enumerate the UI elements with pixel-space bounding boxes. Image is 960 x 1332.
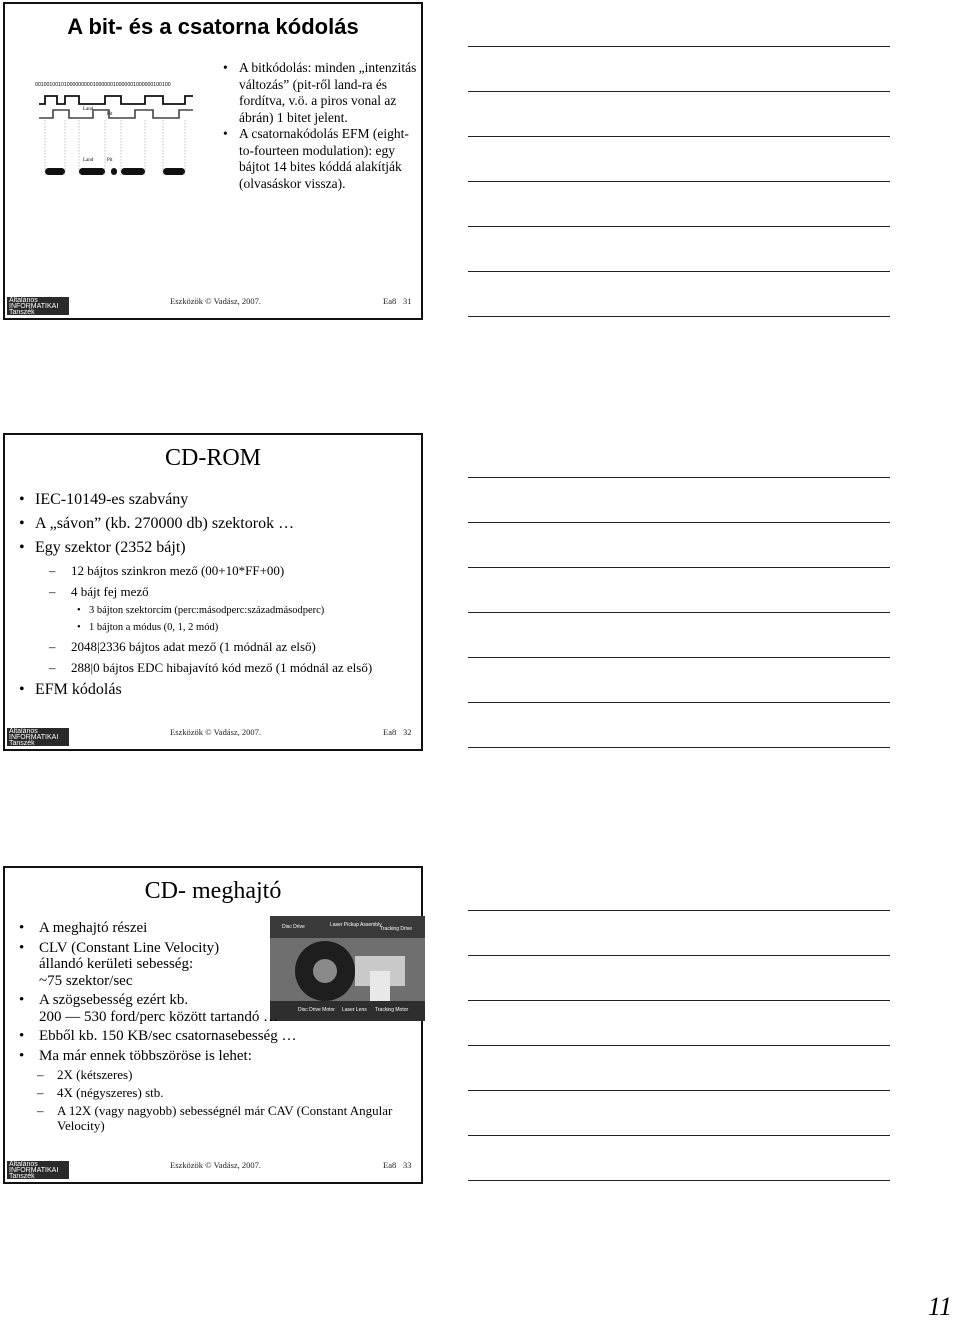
label-disc-motor: Disc Drive Motor <box>298 1007 335 1013</box>
slide-content <box>19 920 419 1136</box>
slide-title: CD- meghajtó <box>144 878 282 904</box>
guide-lines <box>45 120 185 175</box>
bullet-list <box>223 60 419 192</box>
slide-footer <box>5 1160 421 1174</box>
label-tracking-motor: Tracking Motor <box>375 1007 409 1013</box>
footer-credit: Eszközök © Vadász, 2007. <box>170 727 262 737</box>
label-pit-2: Pit <box>107 158 113 163</box>
sub-sync-field: – 12 bájtos szinkron mező (00+10*FF+00) <box>49 563 419 578</box>
pit-land-diagram <box>35 80 195 190</box>
notes-lines-3 <box>468 910 890 1181</box>
pit-track <box>39 110 193 118</box>
bullet-channel-speed: • Ebből kb. 150 KB/sec csatornasebesség … <box>19 1028 419 1045</box>
slide-footer <box>5 296 421 310</box>
bitstring-label: 00100100101000000000100000010000001000000100100 <box>35 82 171 88</box>
sub-header-field: – 4 bájt fej mező <box>49 584 419 599</box>
footer-page: 31 <box>403 296 412 306</box>
department-logo: Általános INFORMATIKAI Tanszék <box>7 728 69 746</box>
bullet-standard: • IEC-10149-es szabvány <box>19 491 419 509</box>
bullet-sector-size: • Egy szektor (2352 bájt) <box>19 539 419 557</box>
bullet-angular-speed: • A szögsebesség ezért kb. 200 — 530 ford/perc között tartandó … <box>19 992 419 1025</box>
slide-title: CD-ROM <box>164 445 261 471</box>
footer-lecture: Ea8 <box>383 1160 397 1170</box>
sub-4x: – 4X (négyszeres) stb. <box>37 1085 419 1100</box>
footer-lecture: Ea8 <box>383 296 397 306</box>
bullet-clv: • CLV (Constant Line Velocity) állandó kerületi sebesség: ~75 szektor/sec <box>19 940 419 990</box>
sub-12x: – A 12X (vagy nagyobb) sebességnél már CAV (Constant Angular Velocity) <box>37 1103 419 1133</box>
bullet-efm: • EFM kódolás <box>19 681 419 699</box>
notes-lines-2 <box>468 477 890 748</box>
footer-credit: Eszközök © Vadász, 2007. <box>170 1160 262 1170</box>
label-pit-1: Pit <box>107 112 113 117</box>
footer-page: 32 <box>403 727 412 737</box>
label-land-1: Land <box>83 107 94 112</box>
label-laser-pickup: Laser Pickup Assembly <box>330 922 382 928</box>
subsub-mode: • 1 bájton a módus (0, 1, 2 mód) <box>77 622 419 634</box>
bullet-list <box>19 491 419 557</box>
slide-31 <box>3 2 423 320</box>
slide-footer <box>5 727 421 741</box>
label-land-2: Land <box>83 158 94 163</box>
pit-marks <box>45 168 185 175</box>
department-logo: Általános INFORMATIKAI Tanszék <box>7 297 69 315</box>
slide-title: A bit- és a csatorna kódolás <box>67 14 359 39</box>
footer-lecture: Ea8 <box>383 727 397 737</box>
department-logo: Általános INFORMATIKAI Tanszék <box>7 1161 69 1179</box>
footer-page: 33 <box>403 1160 412 1170</box>
page-number: 11 <box>927 1292 952 1321</box>
label-tracking-drive: Tracking Drive <box>380 926 413 932</box>
bullet-channelcoding: • A csatornakódolás EFM (eight-to-fourteen modulation): egy bájtot 14 bites kóddá alakítják (olvasáskor vissza). <box>223 126 419 192</box>
sub-2x: – 2X (kétszeres) <box>37 1067 419 1082</box>
slide-content <box>19 491 419 705</box>
label-laser-lens: Laser Lens <box>342 1007 367 1013</box>
notes-lines-1 <box>468 46 890 317</box>
bullet-multiples: • Ma már ennek többszöröse is lehet: <box>19 1048 419 1065</box>
bullet-list-2 <box>19 681 419 699</box>
bullet-sectors: • A „sávon” (kb. 270000 db) szektorok … <box>19 515 419 533</box>
sub-edc-field: – 288|0 bájtos EDC hibajavító kód mező (1 módnál az első) <box>49 660 419 675</box>
footer-credit: Eszközök © Vadász, 2007. <box>170 296 262 306</box>
bullet-parts: • A meghajtó részei <box>19 920 419 937</box>
sub-data-field: – 2048|2336 bájtos adat mező (1 módnál az első) <box>49 639 419 654</box>
slide-32 <box>3 433 423 751</box>
label-disc-drive: Disc Drive <box>282 924 305 930</box>
slide-33 <box>3 866 423 1184</box>
signal-line <box>39 96 193 104</box>
subsub-sector-address: • 3 bájton szektorcím (perc:másodperc:századmásodperc) <box>77 605 419 617</box>
bullet-bitcoding: • A bitkódolás: minden „intenzitás változás” (pit-ről land-ra és fordítva, v.ö. a piros vonal az ábrán) 1 bitet jelent. <box>223 60 419 126</box>
